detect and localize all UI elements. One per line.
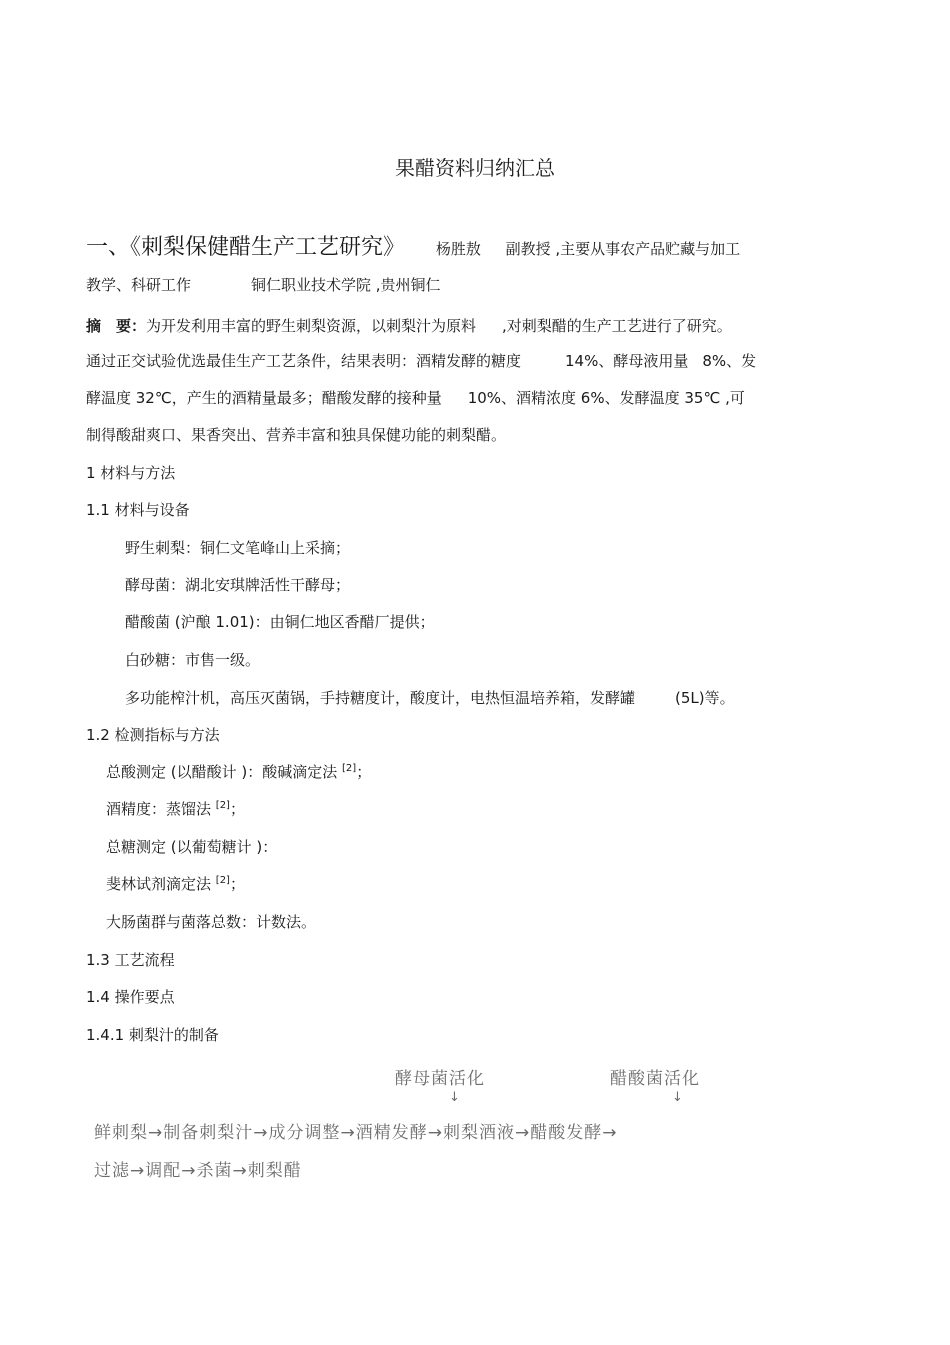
abstract-line-3: 酵温度 32℃，产生的酒精量最多；醋酸发酵的接种量 10%、酒精浓度 6%、发酵温度 35℃ ,可 [86, 389, 745, 407]
method-coliform: 大肠菌群与菌落总数：计数法。 [106, 913, 317, 931]
flow-row-2: 过滤→调配→杀菌→刺梨醋 [94, 1161, 302, 1181]
flow-row-1: 鲜刺梨→制备刺梨汁→成分调整→酒精发酵→刺梨酒液→醋酸发酵→ [94, 1123, 618, 1143]
paper-title: 《刺梨保健醋生产工艺研究》 [130, 235, 406, 260]
heading-1-3: 1.3 工艺流程 [86, 951, 175, 969]
abstract-line-4: 制得酸甜爽口、果香突出、营养丰富和独具保健功能的刺梨醋。 [86, 426, 507, 444]
flow-yeast-activation-label: 酵母菌活化 [395, 1069, 485, 1089]
arrow-down-icon: ↓ [672, 1090, 683, 1105]
material-item: 酵母菌：湖北安琪牌活性干酵母； [125, 576, 351, 594]
heading-1-4: 1.4 操作要点 [86, 988, 175, 1006]
section-heading [86, 230, 740, 261]
method-fehling: 斐林试剂滴定法 [2]； [106, 875, 245, 893]
material-item: 野生刺梨：铜仁文笔峰山上采摘； [125, 539, 351, 557]
material-item: 醋酸菌 (沪酿 1.01)：由铜仁地区香醋厂提供； [125, 613, 435, 631]
flow-acetic-activation-label: 醋酸菌活化 [610, 1069, 700, 1089]
heading-1-1: 1.1 材料与设备 [86, 501, 190, 519]
citation-ref: [2] [215, 875, 230, 886]
author-affiliation: 教学、科研工作 铜仁职业技术学院 ,贵州铜仁 [86, 276, 441, 294]
heading-1-2: 1.2 检测指标与方法 [86, 726, 220, 744]
arrow-down-icon: ↓ [449, 1090, 460, 1105]
method-total-acid: 总酸测定 (以醋酸计 )：酸碱滴定法 [2]； [106, 763, 372, 781]
document-title: 果醋资料归纳汇总 [395, 156, 555, 180]
method-alcohol: 酒精度：蒸馏法 [2]； [106, 800, 245, 818]
material-item: 白砂糖：市售一级。 [125, 651, 261, 669]
abstract-label: 摘 要： [86, 317, 147, 335]
heading-1: 1 材料与方法 [86, 464, 176, 482]
abstract-line-1: 摘 要：为开发利用丰富的野生刺梨资源，以刺梨汁为原料 ,对刺梨醋的生产工艺进行了研究。 [86, 317, 732, 335]
section-number: 一、 [86, 235, 131, 260]
heading-1-4-1: 1.4.1 刺梨汁的制备 [86, 1026, 219, 1044]
author-info: 副教授 ,主要从事农产品贮藏与加工 [505, 240, 741, 258]
method-total-sugar: 总糖测定 (以葡萄糖计 )： [106, 838, 278, 856]
abstract-line-2: 通过正交试验优选最佳生产工艺条件，结果表明：酒精发酵的糖度 14%、酵母液用量 8%、发 [86, 352, 757, 370]
author-name: 杨胜敖 [435, 240, 481, 258]
citation-ref: [2] [342, 763, 357, 774]
citation-ref: [2] [215, 800, 230, 811]
equipment-line: 多功能榨汁机，高压灭菌锅，手持糖度计，酸度计，电热恒温培养箱，发酵罐 (5L)等。 [125, 689, 735, 707]
